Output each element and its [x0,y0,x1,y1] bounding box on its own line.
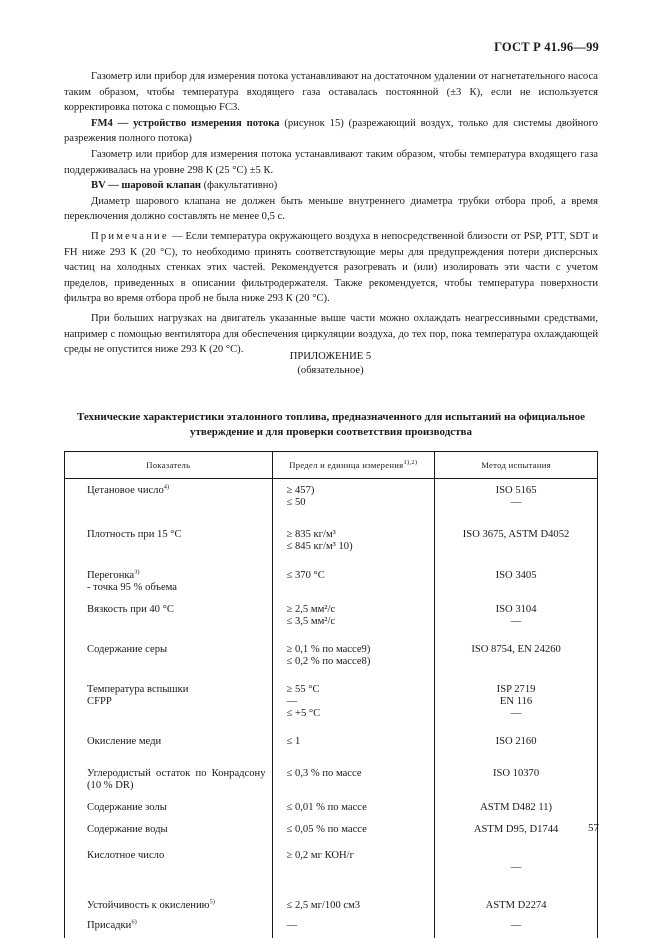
indicator-cell [65,674,273,726]
limit-cell [272,796,435,818]
indicator-name: Присадки [87,920,132,931]
method-value: EN 116 [499,696,533,707]
limit-cell [272,674,435,726]
table-row [65,796,598,818]
paragraph-ball-valve: Диаметр шарового клапана не должен быть меньше внутреннего диаметра трубки отбора проб, а время переключения должно составлять не менее 0,5 с. [64,195,598,223]
indicator-name: Окисление меди [87,736,162,747]
method-cell [435,796,598,818]
table-row [65,674,598,726]
fm4-term: FM4 — устройство измерения потока [91,117,280,129]
indicator-cell [65,844,273,890]
limit-cell [272,916,435,938]
method-cell [435,519,598,557]
table-row [65,598,598,634]
limit-value: ≤ 0,01 % по массе [286,802,367,813]
indicator-name: Перегонка [87,570,135,581]
indicator-cell [65,754,273,796]
table-header-row [65,452,598,479]
paragraph-fm4 [64,116,598,147]
method-value: — [510,862,522,873]
limit-value: ≤ 0,2 % по массе8) [286,656,371,667]
indicator-name: Содержание воды [87,824,168,835]
method-value: ISO 2160 [495,736,537,747]
method-value: ISP 2719 [496,684,536,695]
indicator-name: Содержание золы [87,802,167,813]
limit-value: ≤ +5 °С [286,708,321,719]
table-row [65,557,598,598]
method-value: ASTM D2274 [485,900,547,911]
table-row [65,634,598,674]
paragraph-gas-meter: Газометр или прибор для измерения потока устанавливают на достаточном удалении от нагнетательного насоса таким образом, чтобы температура входящего газа оставалась постоянной (±3 К), если не используется корректировка потока с помощью FC3. [64,71,598,114]
table-row [65,890,598,916]
fuel-spec-table [64,451,598,938]
method-value: ISO 10370 [492,768,540,779]
limit-cell [272,557,435,598]
indicator-cell [65,818,273,844]
header-limits: Предел и единица измерения$^{1),2)}$ [272,452,435,479]
indicator-name: Устойчивость к окислению [87,900,210,911]
table-row [65,479,598,520]
paragraph-cooling: При больших нагрузках на двигатель указанные выше части можно охлаждать неагрессивными средствами, например с помощью вентилятора для обеспечения циркуляции воздуха, до тех пор, пока температура охлаждающей среды не опустится ниже 293 К (20 °С). [64,312,598,356]
method-value: — [510,708,522,719]
limit-cell [272,844,435,890]
limit-value: — [286,696,298,707]
method-cell [435,754,598,796]
limit-value: ≤ 370 °С [286,570,325,581]
limit-value: ≥ 835 кг/м³ [286,529,336,540]
limit-cell [272,890,435,916]
indicator-cell [65,479,273,520]
note-paragraph [64,229,598,307]
limit-value: — [286,920,298,931]
table-row [65,916,598,938]
limit-cell [272,479,435,520]
method-value: ASTM D95, D1744 [473,824,559,835]
limit-value: ≥ 0,2 мг КОН/г [286,850,354,861]
limit-value: ≥ 55 °С [286,684,320,695]
paragraph-bv [64,178,598,194]
header-method: Метод испытания [435,452,598,479]
indicator-name: Цетановое число [87,485,164,496]
indicator-name: Углеродистый остаток по Конрадсону (10 % DR) [87,768,266,791]
indicator-name: Содержание серы [87,644,168,655]
table-row [65,726,598,754]
indicator-name: Кислотное число [87,850,165,861]
limit-cell [272,754,435,796]
note-text: — Если температура окружающего воздуха в непосредственной близости от PSP, PTT, SDT и FH ниже 293 К (20 °С), то необходимо принять соответствующие меры для предупреждения потери дисперсных частиц на холодных стенках этих частей. Рекомендуется разогревать и (или) изолировать эти части с учетом пределов, приведенных в описании фильтродержателя. Также рекомендуется, чтобы температура поверхности фильтра во время отбора проб не была ниже 293 К (20 °С). [64,230,598,305]
indicator-name: Плотность при 15 °С [87,529,182,540]
footnote-ref: 5) [209,898,215,906]
limit-cell [272,598,435,634]
method-value: ISO 3675, ASTM D4052 [462,529,570,540]
method-cell [435,598,598,634]
limit-cell [272,634,435,674]
footnote-ref: 3) [134,568,140,576]
indicator-cell [65,557,273,598]
indicator-name: Вязкость при 40 °С [87,604,174,615]
method-value: ISO 3104 [495,604,537,615]
footnote-ref: 6) [131,918,137,926]
limit-value: ≤ 845 кг/м³ 10) [286,541,353,552]
header-indicator: Показатель [65,452,273,479]
method-value: — [510,497,522,508]
appendix-subtitle: (обязательное) [297,365,364,376]
indicator-cell [65,598,273,634]
limit-value: ≤ 2,5 мг/100 см3 [286,900,361,911]
limit-value: ≤ 3,5 мм²/с [286,616,336,627]
method-value: — [510,616,522,627]
limit-value: ≤ 0,05 % по массе [286,824,367,835]
body-text [64,69,598,358]
table-row [65,844,598,890]
table-title: Технические характеристики эталонного топлива, предназначенного для испытаний на официальное утверждение и для проверки соответствия производства [76,411,586,438]
table-row [65,519,598,557]
method-cell [435,674,598,726]
indicator-cell [65,916,273,938]
appendix-title: ПРИЛОЖЕНИЕ 5 [289,351,372,362]
method-value: ISO 8754, EN 24260 [471,644,561,655]
note-label: Примечание [91,230,169,242]
bv-description: (факультативно) [201,180,278,192]
indicator-subname: CFPP [87,696,112,707]
method-value: ISO 3405 [495,570,537,581]
table-row [65,754,598,796]
method-cell [435,890,598,916]
indicator-subname: - точка 95 % объема [87,582,178,593]
fm4-description: (рисунок 15) (разрежающий воздух, только для системы двойного разрежения полного потока) [64,117,598,145]
method-cell [435,479,598,520]
limit-cell [272,519,435,557]
method-cell [435,844,598,890]
limit-value: ≥ 457) [286,485,315,496]
limit-value: ≤ 1 [286,736,301,747]
limit-value: ≤ 0,3 % по массе [286,768,362,779]
method-cell [435,557,598,598]
footnote-ref: 4) [163,483,170,491]
limit-value: ≥ 2,5 мм²/с [286,604,336,615]
table-row [65,818,598,844]
limit-value: ≤ 50 [286,497,306,508]
method-value: ISO 5165 [495,485,537,496]
page-number: 57 [588,822,599,834]
indicator-name: Температура вспышки [87,684,189,695]
indicator-cell [65,890,273,916]
standard-header: ГОСТ Р 41.96—99 [494,40,599,54]
indicator-cell [65,796,273,818]
method-value: ASTM D482 11) [480,802,553,813]
paragraph-gas-meter-2: Газометр или прибор для измерения потока устанавливают таким образом, чтобы температура входящего газа поддерживалась на уровне 298 К (25 °С) ±5 К. [64,148,598,176]
bv-term: BV — шаровой клапан [91,180,201,192]
limit-cell [272,726,435,754]
limit-value: ≥ 0,1 % по массе9) [286,644,371,655]
indicator-cell [65,726,273,754]
method-cell [435,726,598,754]
appendix-heading [0,350,661,378]
method-cell [435,818,598,844]
method-value: — [510,920,522,931]
limit-cell [272,818,435,844]
indicator-cell [65,519,273,557]
method-cell [435,634,598,674]
method-cell [435,916,598,938]
indicator-cell [65,634,273,674]
